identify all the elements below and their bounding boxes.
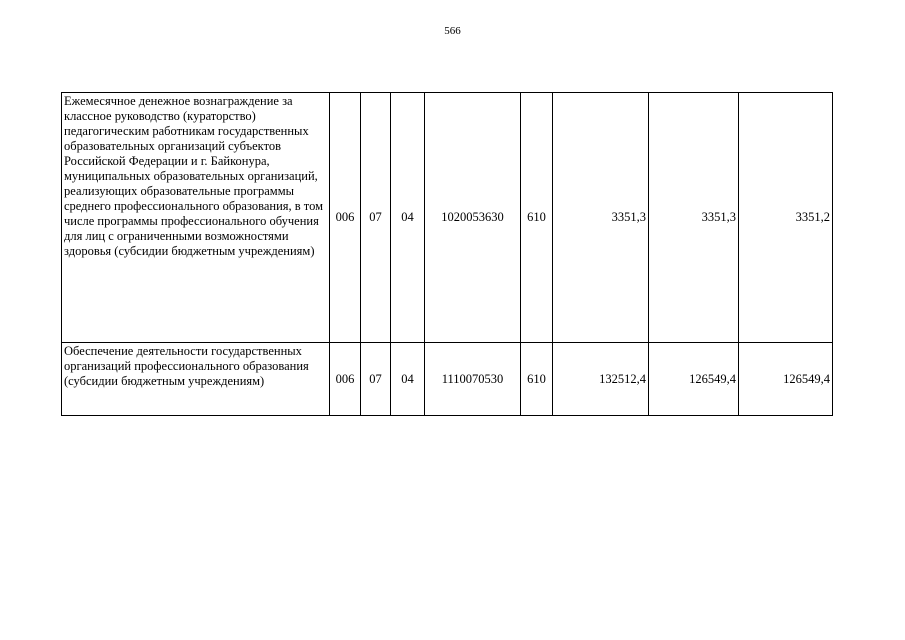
cell-amount-1: 3351,3	[553, 93, 649, 343]
cell-amount-2: 3351,3	[649, 93, 739, 343]
cell-section-code: 07	[361, 93, 391, 343]
cell-amount-2: 126549,4	[649, 343, 739, 416]
cell-expense-type: 610	[521, 93, 553, 343]
table-row	[62, 93, 833, 343]
cell-ministry-code: 006	[330, 93, 361, 343]
cell-target-article: 1110070530	[425, 343, 521, 416]
cell-subsection-code: 04	[391, 93, 425, 343]
cell-amount-3: 126549,4	[739, 343, 833, 416]
cell-expense-type: 610	[521, 343, 553, 416]
table-row	[62, 343, 833, 416]
budget-table	[61, 92, 833, 416]
cell-section-code: 07	[361, 343, 391, 416]
cell-amount-3: 3351,2	[739, 93, 833, 343]
cell-target-article: 1020053630	[425, 93, 521, 343]
cell-ministry-code: 006	[330, 343, 361, 416]
cell-amount-1: 132512,4	[553, 343, 649, 416]
cell-description: Обеспечение деятельности государственных организаций профессионального образования (субсидии бюджетным учреждениям)	[62, 343, 330, 416]
cell-subsection-code: 04	[391, 343, 425, 416]
page-number: 566	[444, 25, 461, 37]
cell-description: Ежемесячное денежное вознаграждение за классное руководство (кураторство) педагогическим работникам государственных образовательных организаций субъектов Российской Федерации и г. Байконура, муниципальных образовательных организаций, реализующих образовательные программы среднего профессионального образования, в том числе программы профессионального обучения для лиц с ограниченными возможностями здоровья (субсидии бюджетным учреждениям)	[62, 93, 330, 343]
